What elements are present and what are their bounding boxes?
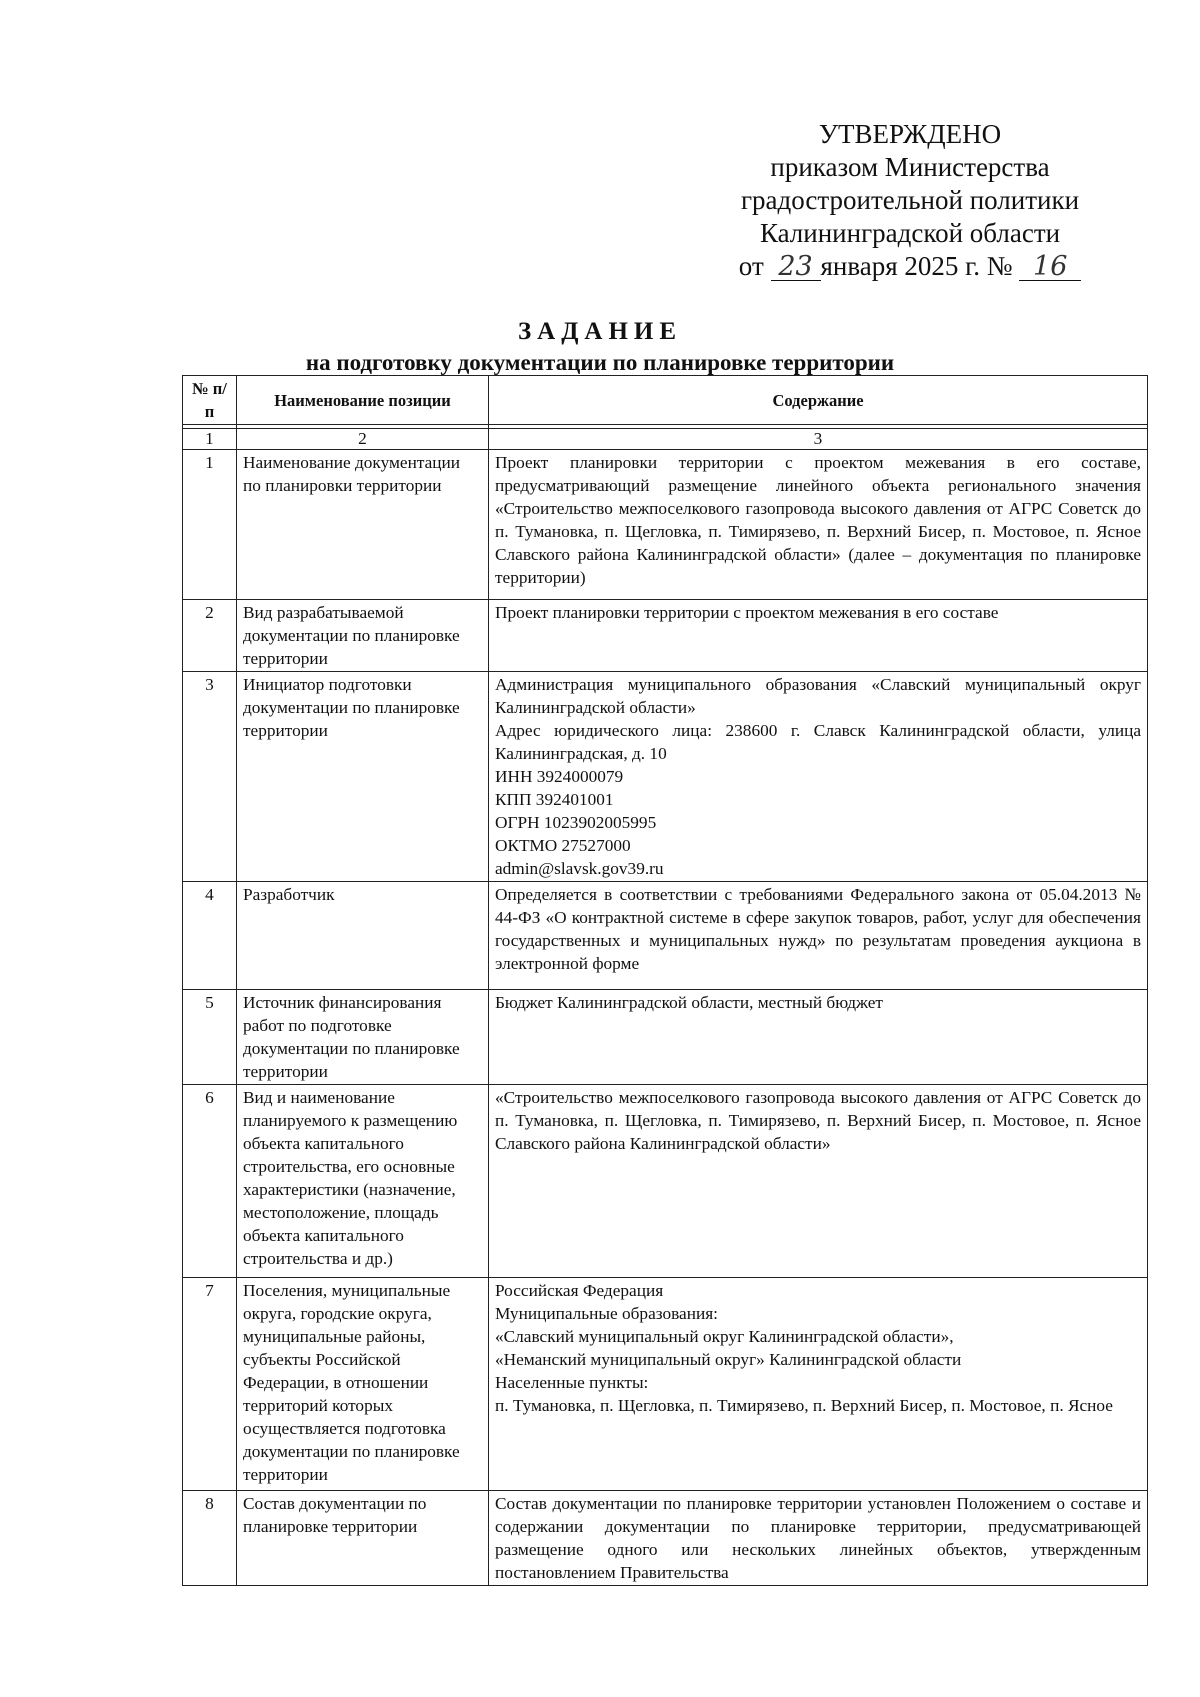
content-line: Определяется в соответствии с требованиями Федерального закона от 05.04.2013 № 44-ФЗ «О контрактной системе в сфере закупок товаров, работ, услуг для обеспечения государственных и муниципальных нужд» по результатам проведения аукциона в электронной форме bbox=[495, 885, 1141, 973]
column-index: 2 bbox=[237, 429, 489, 450]
content-line: Населенные пункты: bbox=[495, 1373, 649, 1392]
table-row bbox=[183, 672, 1148, 882]
table-row bbox=[183, 882, 1148, 990]
position-content bbox=[489, 990, 1148, 1085]
column-index-row bbox=[183, 429, 1148, 450]
approval-line-2: градостроительной политики bbox=[740, 185, 1080, 215]
content-line: Муниципальные образования: bbox=[495, 1304, 718, 1323]
row-number: 1 bbox=[183, 450, 237, 600]
document-title: ЗАДАНИЕ bbox=[517, 318, 683, 345]
column-index: 1 bbox=[183, 429, 237, 450]
handwritten-day: 23 bbox=[771, 254, 821, 281]
content-line: ОГРН 1023902005995 bbox=[495, 813, 657, 832]
header-content: Содержание bbox=[489, 376, 1148, 425]
position-name: Вид разрабатываемой документации по планировке территории bbox=[237, 600, 489, 672]
document-subtitle: на подготовку документации по планировке территории bbox=[305, 350, 895, 375]
table-row bbox=[183, 990, 1148, 1085]
position-content bbox=[489, 600, 1148, 672]
approval-line-3: Калининградской области bbox=[759, 218, 1061, 248]
content-line: «Славский муниципальный округ Калининградской области», bbox=[495, 1327, 954, 1346]
position-content bbox=[489, 450, 1148, 600]
approval-date-line bbox=[700, 250, 1120, 283]
content-line: ОКТМО 27527000 bbox=[495, 836, 631, 855]
content-line: Адрес юридического лица: 238600 г. Славск Калининградской области, улица Калининградская, д. 10 bbox=[495, 721, 1141, 763]
header-name: Наименование позиции bbox=[237, 376, 489, 425]
row-number: 2 bbox=[183, 600, 237, 672]
content-line: п. Тумановка, п. Щегловка, п. Тимирязево, п. Верхний Бисер, п. Мостовое, п. Ясное bbox=[495, 1396, 1113, 1415]
position-name: Наименование документации по планировки территории bbox=[237, 450, 489, 600]
content-line: Бюджет Калининградской области, местный бюджет bbox=[495, 993, 883, 1012]
task-table bbox=[182, 375, 1148, 1586]
approval-stamp bbox=[700, 118, 1120, 283]
row-number: 7 bbox=[183, 1278, 237, 1491]
row-number: 8 bbox=[183, 1491, 237, 1586]
table-row bbox=[183, 1278, 1148, 1491]
content-line: КПП 392401001 bbox=[495, 790, 614, 809]
table-row bbox=[183, 1491, 1148, 1586]
content-line: Проект планировки территории с проектом межевания в его составе, предусматривающий размещение линейного объекта регионального значения «Строительство межпоселкового газопровода высокого давления от АГРС Советск до п. Тумановка, п. Щегловка, п. Тимирязево, п. Верхний Бисер, п. Мостовое, п. Ясное Славского района Калининградской области» (далее – документация по планировке территории) bbox=[495, 453, 1141, 587]
content-line: «Строительство межпоселкового газопровода высокого давления от АГРС Советск до п. Тумановка, п. Щегловка, п. Тимирязево, п. Верхний Бисер, п. Мостовое, п. Ясное Славского района Калининградской области» bbox=[495, 1088, 1141, 1153]
position-name: Вид и наименование планируемого к размещению объекта капитального строительства, его основные характеристики (назначение, местоположение, площадь объекта капитального строительства и др.) bbox=[237, 1085, 489, 1278]
content-line: Состав документации по планировке территории установлен Положением о составе и содержании документации по планировке территории, предусматривающей размещение одного или нескольких линейных объектов, утвержденным постановлением Правительства bbox=[495, 1494, 1141, 1582]
approval-line-1: приказом Министерства bbox=[770, 152, 1050, 182]
table-row bbox=[183, 600, 1148, 672]
row-number: 3 bbox=[183, 672, 237, 882]
row-number: 4 bbox=[183, 882, 237, 990]
content-line: «Неманский муниципальный округ» Калининградской области bbox=[495, 1350, 962, 1369]
position-content bbox=[489, 1278, 1148, 1491]
row-number: 6 bbox=[183, 1085, 237, 1278]
content-line: Российская Федерация bbox=[495, 1281, 664, 1300]
table-row bbox=[183, 450, 1148, 600]
content-line: Проект планировки территории с проектом межевания в его составе bbox=[495, 603, 999, 622]
month-year: января 2025 г. № bbox=[820, 251, 1013, 281]
content-line: ИНН 3924000079 bbox=[495, 767, 624, 786]
position-name: Инициатор подготовки документации по планировке территории bbox=[237, 672, 489, 882]
table-row bbox=[183, 1085, 1148, 1278]
position-content bbox=[489, 672, 1148, 882]
position-name: Разработчик bbox=[237, 882, 489, 990]
position-content bbox=[489, 1491, 1148, 1586]
position-content bbox=[489, 882, 1148, 990]
position-name: Состав документации по планировке территории bbox=[237, 1491, 489, 1586]
table-header-row bbox=[183, 376, 1148, 425]
column-index: 3 bbox=[489, 429, 1148, 450]
row-number: 5 bbox=[183, 990, 237, 1085]
header-num: № п/п bbox=[183, 376, 237, 425]
content-line: Администрация муниципального образования «Славский муниципальный округ Калининградской области» bbox=[495, 675, 1141, 717]
date-prefix: от bbox=[738, 251, 764, 281]
approved-heading: УТВЕРЖДЕНО bbox=[818, 119, 1002, 149]
position-name: Поселения, муниципальные округа, городские округа, муниципальные районы, субъекты Российской Федерации, в отношении территорий которых осуществляется подготовка документации по планировке территории bbox=[237, 1278, 489, 1491]
content-line: admin@slavsk.gov39.ru bbox=[495, 859, 664, 878]
position-content bbox=[489, 1085, 1148, 1278]
position-name: Источник финансирования работ по подготовке документации по планировке территории bbox=[237, 990, 489, 1085]
handwritten-number: 16 bbox=[1019, 254, 1081, 281]
